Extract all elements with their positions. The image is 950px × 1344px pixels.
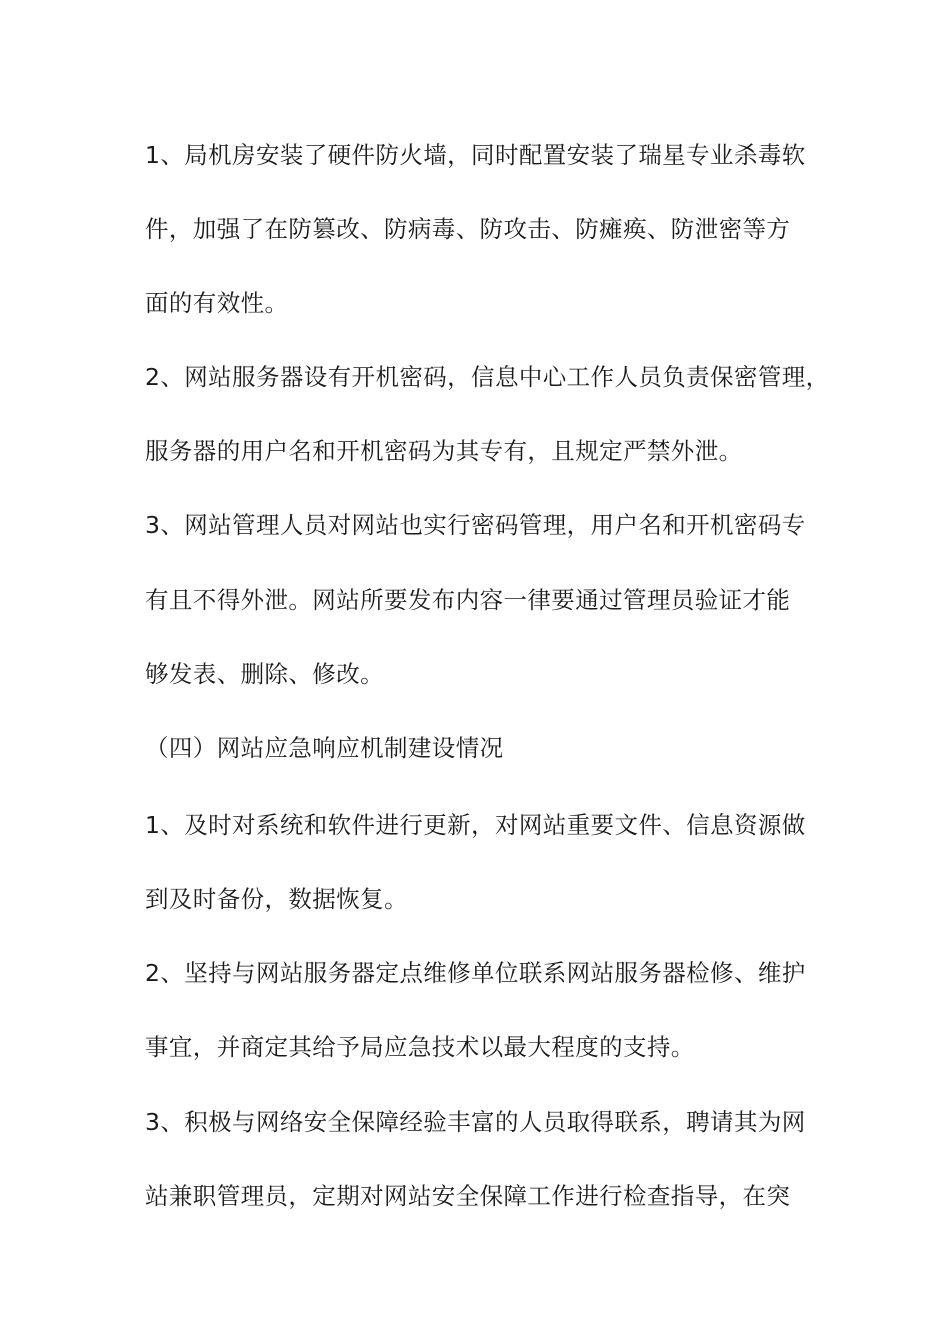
text-line: 2、网站服务器设有开机密码，信息中心工作人员负责保密管理， bbox=[145, 363, 830, 391]
text-line: 1、及时对系统和软件进行更新，对网站重要文件、信息资源做 bbox=[145, 811, 806, 839]
text-line: 3、网站管理人员对网站也实行密码管理，用户名和开机密码专 bbox=[145, 511, 806, 539]
section-heading: （四）网站应急响应机制建设情况 bbox=[145, 734, 504, 762]
text-line: 2、坚持与网站服务器定点维修单位联系网站服务器检修、维护 bbox=[145, 959, 806, 987]
text-line: 事宜，并商定其给予局应急技术以最大程度的支持。 bbox=[145, 1033, 695, 1061]
text-line: 站兼职管理员，定期对网站安全保障工作进行检查指导，在突 bbox=[145, 1182, 791, 1210]
text-line: 到及时备份，数据恢复。 bbox=[145, 885, 408, 913]
text-line: 3、积极与网络安全保障经验丰富的人员取得联系，聘请其为网 bbox=[145, 1108, 806, 1136]
text-line: 1、局机房安装了硬件防火墙，同时配置安装了瑞星专业杀毒软 bbox=[145, 141, 806, 169]
text-line: 件，加强了在防篡改、防病毒、防攻击、防瘫痪、防泄密等方 bbox=[145, 215, 791, 243]
text-line: 有且不得外泄。网站所要发布内容一律要通过管理员验证才能 bbox=[145, 586, 791, 614]
text-line: 够发表、删除、修改。 bbox=[145, 660, 384, 688]
text-line: 服务器的用户名和开机密码为其专有，且规定严禁外泄。 bbox=[145, 437, 743, 465]
text-line: 面的有效性。 bbox=[145, 289, 289, 317]
